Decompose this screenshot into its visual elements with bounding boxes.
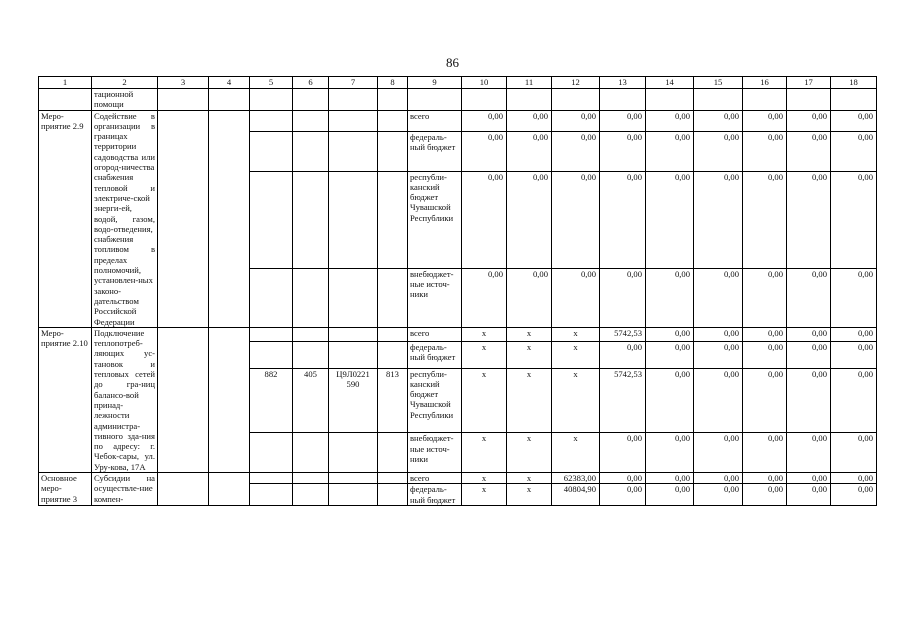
funding-source: внебюджет- ные источ- ники [408, 433, 462, 473]
amount-cell: 0,00 [787, 131, 831, 171]
target-article-code [329, 472, 378, 483]
code-cell [39, 89, 92, 111]
amount-cell: 0,00 [831, 171, 877, 268]
empty-cell [329, 89, 378, 111]
amount-cell: 0,00 [646, 327, 694, 341]
target-article-code: Ц9Л0221 590 [329, 368, 378, 433]
grbs-code [250, 341, 293, 368]
amount-cell: 0,00 [646, 341, 694, 368]
measure-name: Содействие в организации в границах территории садоводства или огород-ничества снабжения тепловой и электриче-ской энерги-ей, водой, газом, водо-отведения, снабжения топливом в пределах полномочий, установлен-ных законо-дательством Российской Федерации [92, 110, 158, 327]
grbs-code [250, 433, 293, 473]
amount-cell: x [462, 341, 507, 368]
amount-cell: 0,00 [646, 171, 694, 268]
column-header: 13 [600, 77, 646, 89]
grbs-code [250, 110, 293, 131]
executor-cell [209, 110, 250, 327]
section-code: 405 [293, 368, 329, 433]
amount-cell: 0,00 [694, 433, 743, 473]
amount-cell: x [462, 472, 507, 483]
empty-cell [507, 89, 552, 111]
empty-cell [831, 89, 877, 111]
target-article-code [329, 110, 378, 131]
empty-cell [600, 89, 646, 111]
amount-cell: 0,00 [552, 131, 600, 171]
amount-cell: 0,00 [743, 171, 787, 268]
amount-cell: 0,00 [507, 131, 552, 171]
empty-cell [250, 89, 293, 111]
section-code [293, 327, 329, 341]
amount-cell: 0,00 [743, 368, 787, 433]
funding-source: федераль- ный бюджет [408, 484, 462, 506]
expense-type-code [378, 327, 408, 341]
participant-cell [158, 472, 209, 505]
measure-name: Подключение теплопотреб-ляющих ус-тановок и тепловых сетей до гра-ниц балансо-вой принад-лежности администра-тивного зда-ния по адресу: г. Чебок-сары, ул. Уру-кова, 17А [92, 327, 158, 472]
amount-cell: 0,00 [694, 110, 743, 131]
amount-cell: 0,00 [787, 171, 831, 268]
amount-cell: 0,00 [462, 110, 507, 131]
empty-cell [646, 89, 694, 111]
section-code [293, 472, 329, 483]
amount-cell: x [462, 433, 507, 473]
expense-type-code [378, 341, 408, 368]
empty-cell [209, 89, 250, 111]
budget-table [38, 76, 877, 506]
amount-cell: 0,00 [743, 327, 787, 341]
expense-type-code [378, 131, 408, 171]
empty-cell [743, 89, 787, 111]
participant-cell [158, 327, 209, 472]
amount-cell: 0,00 [743, 341, 787, 368]
measure-code: Меро- приятие 2.9 [39, 110, 92, 327]
column-header: 14 [646, 77, 694, 89]
section-code [293, 484, 329, 506]
measure-code: Основное меро- приятие 3 [39, 472, 92, 505]
amount-cell: 0,00 [462, 131, 507, 171]
empty-cell [462, 89, 507, 111]
amount-cell: 5742,53 [600, 327, 646, 341]
empty-cell [408, 89, 462, 111]
amount-cell: x [552, 433, 600, 473]
amount-cell: x [507, 433, 552, 473]
amount-cell: 0,00 [600, 268, 646, 327]
amount-cell: 0,00 [552, 268, 600, 327]
funding-source: республи- канский бюджет Чувашской Республики [408, 171, 462, 268]
amount-cell: 0,00 [787, 472, 831, 483]
amount-cell: 0,00 [694, 268, 743, 327]
amount-cell: 0,00 [646, 472, 694, 483]
column-header: 4 [209, 77, 250, 89]
amount-cell: 0,00 [552, 110, 600, 131]
funding-source: республи- канский бюджет Чувашской Республики [408, 368, 462, 433]
target-article-code [329, 484, 378, 506]
column-header: 1 [39, 77, 92, 89]
amount-cell: x [462, 327, 507, 341]
amount-cell: x [507, 327, 552, 341]
target-article-code [329, 268, 378, 327]
amount-cell: 0,00 [743, 472, 787, 483]
amount-cell: x [552, 327, 600, 341]
amount-cell: 0,00 [831, 368, 877, 433]
amount-cell: 0,00 [646, 131, 694, 171]
column-header: 5 [250, 77, 293, 89]
amount-cell: 0,00 [600, 341, 646, 368]
grbs-code [250, 171, 293, 268]
grbs-code [250, 484, 293, 506]
section-code [293, 131, 329, 171]
table-row [39, 327, 877, 341]
amount-cell: 0,00 [694, 171, 743, 268]
section-code [293, 171, 329, 268]
amount-cell: 0,00 [694, 341, 743, 368]
empty-cell [158, 89, 209, 111]
funding-source: всего [408, 110, 462, 131]
amount-cell: 0,00 [743, 433, 787, 473]
empty-cell [694, 89, 743, 111]
amount-cell: 0,00 [831, 327, 877, 341]
amount-cell: 0,00 [694, 368, 743, 433]
measure-code: Меро- приятие 2.10 [39, 327, 92, 472]
amount-cell: x [507, 368, 552, 433]
header-row [39, 77, 877, 89]
amount-cell: 0,00 [600, 472, 646, 483]
column-header: 6 [293, 77, 329, 89]
amount-cell: 0,00 [694, 484, 743, 506]
amount-cell: 0,00 [694, 327, 743, 341]
column-header: 7 [329, 77, 378, 89]
grbs-code [250, 268, 293, 327]
continuation-row [39, 89, 877, 111]
funding-source: федераль- ный бюджет [408, 341, 462, 368]
expense-type-code [378, 171, 408, 268]
amount-cell: 0,00 [507, 171, 552, 268]
amount-cell: 0,00 [646, 368, 694, 433]
amount-cell: x [507, 484, 552, 506]
section-code [293, 268, 329, 327]
executor-cell [209, 327, 250, 472]
participant-cell [158, 110, 209, 327]
column-header: 3 [158, 77, 209, 89]
target-article-code [329, 327, 378, 341]
grbs-code: 882 [250, 368, 293, 433]
column-header: 9 [408, 77, 462, 89]
executor-cell [209, 472, 250, 505]
column-header: 8 [378, 77, 408, 89]
measure-name: Субсидии на осуществле-ние компен- [92, 472, 158, 505]
empty-cell [378, 89, 408, 111]
target-article-code [329, 131, 378, 171]
amount-cell: 0,00 [787, 327, 831, 341]
funding-source: федераль- ный бюджет [408, 131, 462, 171]
target-article-code [329, 171, 378, 268]
amount-cell: 0,00 [787, 110, 831, 131]
amount-cell: 0,00 [787, 268, 831, 327]
funding-source: всего [408, 327, 462, 341]
grbs-code [250, 131, 293, 171]
grbs-code [250, 472, 293, 483]
amount-cell: x [462, 368, 507, 433]
amount-cell: 0,00 [600, 484, 646, 506]
expense-type-code [378, 484, 408, 506]
amount-cell: 0,00 [507, 110, 552, 131]
amount-cell: x [552, 341, 600, 368]
column-header: 18 [831, 77, 877, 89]
name-cell: тационной помощи [92, 89, 158, 111]
amount-cell: 0,00 [831, 484, 877, 506]
expense-type-code [378, 268, 408, 327]
amount-cell: 0,00 [507, 268, 552, 327]
amount-cell: 0,00 [462, 171, 507, 268]
amount-cell: 0,00 [743, 110, 787, 131]
amount-cell: 62383,00 [552, 472, 600, 483]
table-row [39, 110, 877, 131]
amount-cell: 0,00 [831, 131, 877, 171]
empty-cell [787, 89, 831, 111]
amount-cell: 0,00 [462, 268, 507, 327]
empty-cell [552, 89, 600, 111]
amount-cell: 0,00 [831, 268, 877, 327]
funding-source: всего [408, 472, 462, 483]
amount-cell: 0,00 [831, 433, 877, 473]
amount-cell: 5742,53 [600, 368, 646, 433]
amount-cell: 0,00 [646, 433, 694, 473]
amount-cell: 0,00 [831, 472, 877, 483]
amount-cell: 0,00 [787, 368, 831, 433]
amount-cell: 0,00 [743, 131, 787, 171]
amount-cell: 0,00 [787, 341, 831, 368]
amount-cell: 0,00 [787, 433, 831, 473]
target-article-code [329, 341, 378, 368]
amount-cell: 0,00 [600, 171, 646, 268]
amount-cell: 40804,90 [552, 484, 600, 506]
expense-type-code: 813 [378, 368, 408, 433]
amount-cell: 0,00 [694, 131, 743, 171]
amount-cell: 0,00 [743, 268, 787, 327]
expense-type-code [378, 472, 408, 483]
amount-cell: 0,00 [694, 472, 743, 483]
column-header: 11 [507, 77, 552, 89]
column-header: 15 [694, 77, 743, 89]
amount-cell: x [552, 368, 600, 433]
column-header: 17 [787, 77, 831, 89]
amount-cell: 0,00 [743, 484, 787, 506]
amount-cell: 0,00 [787, 484, 831, 506]
target-article-code [329, 433, 378, 473]
amount-cell: 0,00 [600, 433, 646, 473]
amount-cell: 0,00 [646, 110, 694, 131]
amount-cell: 0,00 [831, 341, 877, 368]
section-code [293, 341, 329, 368]
amount-cell: x [507, 472, 552, 483]
table-row [39, 472, 877, 483]
amount-cell: x [462, 484, 507, 506]
funding-source: внебюджет- ные источ- ники [408, 268, 462, 327]
amount-cell: 0,00 [646, 484, 694, 506]
column-header: 16 [743, 77, 787, 89]
column-header: 10 [462, 77, 507, 89]
expense-type-code [378, 433, 408, 473]
grbs-code [250, 327, 293, 341]
section-code [293, 110, 329, 131]
amount-cell: 0,00 [600, 131, 646, 171]
amount-cell: x [507, 341, 552, 368]
column-header: 12 [552, 77, 600, 89]
amount-cell: 0,00 [831, 110, 877, 131]
empty-cell [293, 89, 329, 111]
amount-cell: 0,00 [552, 171, 600, 268]
column-header: 2 [92, 77, 158, 89]
expense-type-code [378, 110, 408, 131]
amount-cell: 0,00 [646, 268, 694, 327]
amount-cell: 0,00 [600, 110, 646, 131]
page-number: 86 [446, 55, 459, 70]
section-code [293, 433, 329, 473]
